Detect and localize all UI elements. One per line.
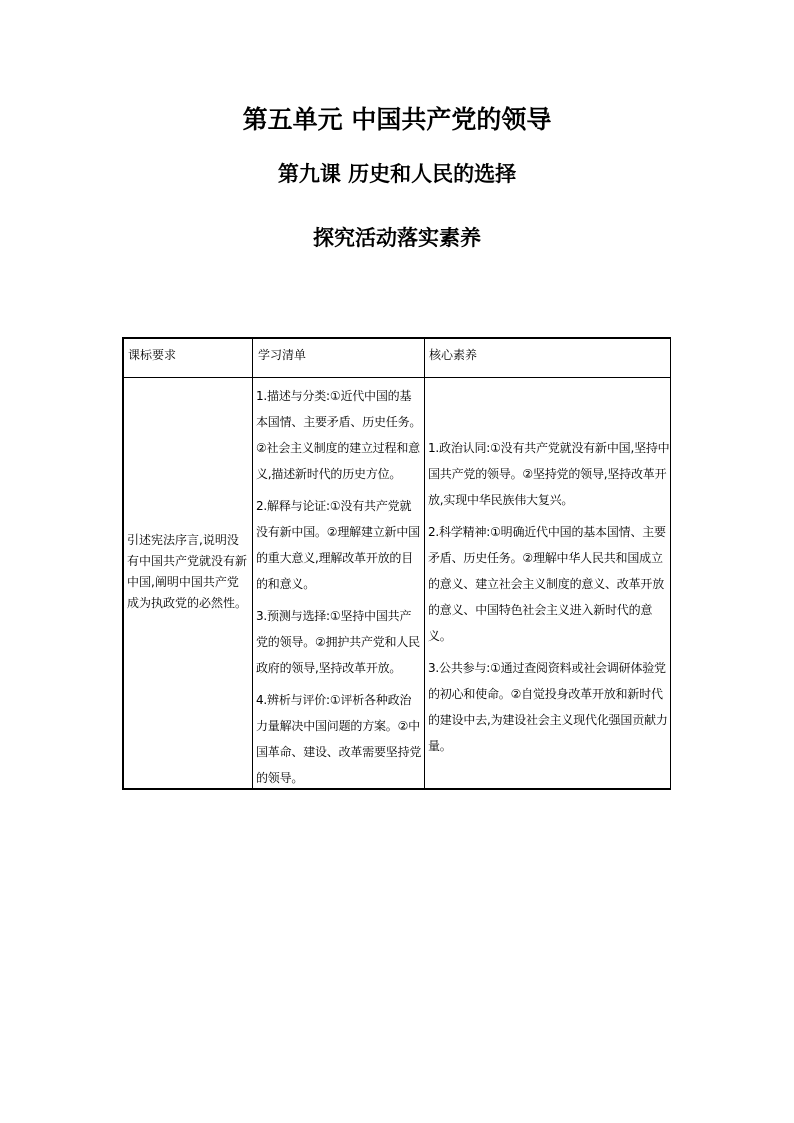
- column-header-requirement: 课标要求: [128, 348, 177, 362]
- core-literacy-item: 2.科学精神:①明确近代中国的基本国情、主要矛盾、历史任务。②理解中华人民共和国成立的意义、建立社会主义制度的意义、改革开放的意义、中国特色社会主义进入新时代的意义。: [428, 525, 666, 643]
- core-literacy-item: 1.政治认同:①没有共产党就没有新中国,坚持中国共产党的领导。②坚持党的领导,坚持改革开放,实现中华民族伟大复兴。: [428, 441, 670, 507]
- column-divider: [424, 339, 425, 788]
- study-list-cell: [256, 383, 422, 791]
- lesson-title: 第九课 历史和人民的选择: [277, 162, 517, 186]
- study-list-item: 1.描述与分类:①近代中国的基本国情、主要矛盾、历史任务。②社会主义制度的建立过程和意义,描述新时代的历史方位。: [256, 389, 422, 481]
- study-list-item: 3.预测与选择:①坚持中国共产党的领导。②拥护共产党和人民政府的领导,坚持改革开放。: [256, 609, 420, 675]
- column-divider: [252, 339, 253, 788]
- requirement-cell: 引述宪法序言,说明没有中国共产党就没有新中国,阐明中国共产党成为执政党的必然性。: [127, 533, 248, 610]
- section-title: 探究活动落实素养: [313, 226, 481, 250]
- column-header-study-list: 学习清单: [258, 348, 307, 362]
- column-header-core-literacy: 核心素养: [429, 348, 478, 362]
- unit-title: 第五单元 中国共产党的领导: [242, 105, 552, 134]
- core-literacy-item: 3.公共参与:①通过查阅资料或社会调研体验党的初心和使命。②自觉投身改革开放和新时代的建设中去,为建设社会主义现代化强国贡献力量。: [428, 661, 668, 753]
- header-divider: [124, 377, 670, 378]
- curriculum-table: [122, 337, 671, 790]
- study-list-item: 2.解释与论证:①没有共产党就没有新中国。②理解建立新中国的重大意义,理解改革开放的目的和意义。: [256, 499, 420, 591]
- study-list-item: 4.辨析与评价:①评析各种政治力量解决中国问题的方案。②中国革命、建设、改革需要坚持党的领导。: [256, 693, 422, 785]
- core-literacy-cell: [428, 435, 672, 759]
